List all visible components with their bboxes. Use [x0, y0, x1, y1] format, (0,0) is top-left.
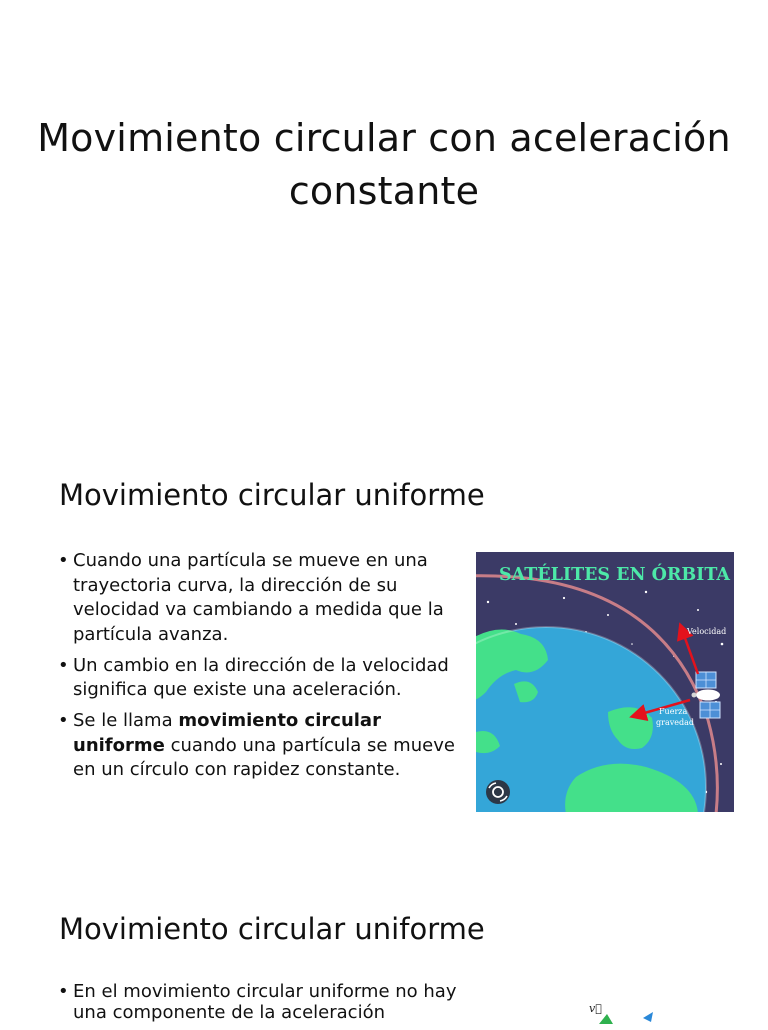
lens-icon[interactable]	[486, 780, 510, 804]
figure-title: SATÉLITES EN ÓRBITA	[498, 565, 730, 585]
force-label-line1: Fuerza	[659, 707, 688, 716]
bullet-list	[58, 549, 470, 789]
bullet-item: • En el movimiento circular uniforme no hay una componente de la aceleración	[58, 981, 458, 1023]
bullet-item: • Un cambio en la dirección de la velocidad significa que existe una aceleración.	[58, 654, 470, 703]
presentation-title: Movimiento circular con aceleración constante	[37, 116, 731, 213]
title-slide	[0, 0, 768, 430]
bullet-bold-term: movimiento circular uniforme	[73, 710, 381, 756]
bullet-item	[58, 709, 470, 783]
bullet-list	[58, 981, 458, 1030]
velocity-vector-figure	[585, 998, 675, 1024]
green-vector-arrow	[599, 1014, 613, 1024]
satellite-orbit-illustration	[476, 552, 734, 812]
velocity-vector-svg	[585, 998, 675, 1024]
satellite-orbit-svg	[476, 552, 734, 812]
blue-vector-arrow	[643, 1012, 653, 1022]
bullet-text: Se le llama	[73, 710, 179, 731]
content-slide-1	[0, 430, 768, 870]
vector-label: v⃗	[589, 1002, 602, 1015]
content-slide-2	[0, 870, 768, 1024]
velocity-label: Velocidad	[687, 627, 727, 636]
bullet-item: • Cuando una partícula se mueve en una trayectoria curva, la dirección de su velocidad va cambiando a medida que la partícula avanza.	[58, 549, 470, 647]
slide-heading: Movimiento circular uniforme	[59, 912, 485, 946]
force-label-line2: gravedad	[656, 718, 694, 727]
bullet-text: cuando una partícula se mueve en un círculo con rapidez constante.	[73, 734, 455, 780]
slide-heading: Movimiento circular uniforme	[59, 478, 485, 512]
